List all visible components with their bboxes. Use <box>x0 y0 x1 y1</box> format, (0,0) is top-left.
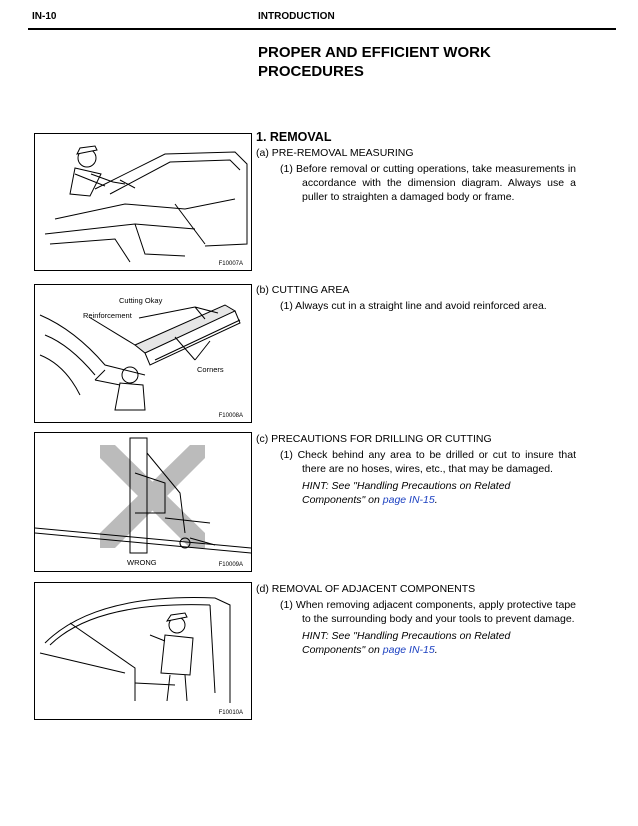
figure-pre-removal-measuring <box>34 133 252 271</box>
header-rule <box>28 28 616 30</box>
figure-code: F10008A <box>218 413 243 419</box>
label-wrong: WRONG <box>127 558 157 567</box>
page-title <box>258 43 491 81</box>
label-corners: Corners <box>197 365 224 374</box>
subsection-label: (a) PRE-REMOVAL MEASURING <box>256 147 414 159</box>
illustration-cutting <box>35 285 251 422</box>
hint-prefix: HINT: See "Handling Precautions on Related Components" on <box>302 480 511 506</box>
step-text: (1) Before removal or cutting operations, take measurements in accordance with the dimension diagram. Always use a puller to straighten a damaged body or frame. <box>280 163 576 203</box>
page-title-line1: PROPER AND EFFICIENT WORK <box>258 44 491 61</box>
step-text: (1) When removing adjacent components, apply protective tape to the surrounding body and your tools to prevent damage. <box>280 599 576 625</box>
hint-suffix: . <box>434 494 438 506</box>
section-title: INTRODUCTION <box>258 11 335 22</box>
section-precautions <box>256 430 576 507</box>
figure-code: F10010A <box>218 710 243 716</box>
step-text: (1) Check behind any area to be drilled or cut to insure that there are no hoses, wires, etc., that may be damaged. <box>280 449 576 475</box>
figure-drilling-cutting <box>34 432 252 572</box>
hint-prefix: HINT: See "Handling Precautions on Related Components" on <box>302 630 511 656</box>
page-number: IN-10 <box>32 11 57 22</box>
page-header <box>0 0 638 30</box>
figure-code: F10007A <box>218 261 243 267</box>
step-text: (1) Always cut in a straight line and avoid reinforced area. <box>280 300 547 312</box>
figure-code: F10009A <box>218 562 243 568</box>
figure-adjacent-components <box>34 582 252 720</box>
subsection-label: (c) PRECAUTIONS FOR DRILLING OR CUTTING <box>256 433 492 445</box>
section-removal <box>256 130 576 204</box>
page-link[interactable]: page IN-15 <box>382 494 435 506</box>
page-title-line2: PROCEDURES <box>258 63 364 80</box>
subsection-label: (d) REMOVAL OF ADJACENT COMPONENTS <box>256 583 476 595</box>
illustration-drilling-wrong <box>35 433 251 571</box>
figure-cutting-area <box>34 284 252 423</box>
heading-removal: 1. REMOVAL <box>256 130 332 144</box>
hint-suffix: . <box>434 644 438 656</box>
hint-text <box>256 629 576 657</box>
label-reinforcement: Reinforcement <box>83 311 132 320</box>
page-link[interactable]: page IN-15 <box>382 644 435 656</box>
illustration-measuring <box>35 134 251 270</box>
section-cutting-area <box>256 281 576 313</box>
illustration-protective-tape <box>35 583 251 719</box>
section-adjacent-components <box>256 580 576 657</box>
label-cutting-okay: Cutting Okay <box>119 296 163 305</box>
hint-text <box>256 479 576 507</box>
subsection-label: (b) CUTTING AREA <box>256 284 350 296</box>
